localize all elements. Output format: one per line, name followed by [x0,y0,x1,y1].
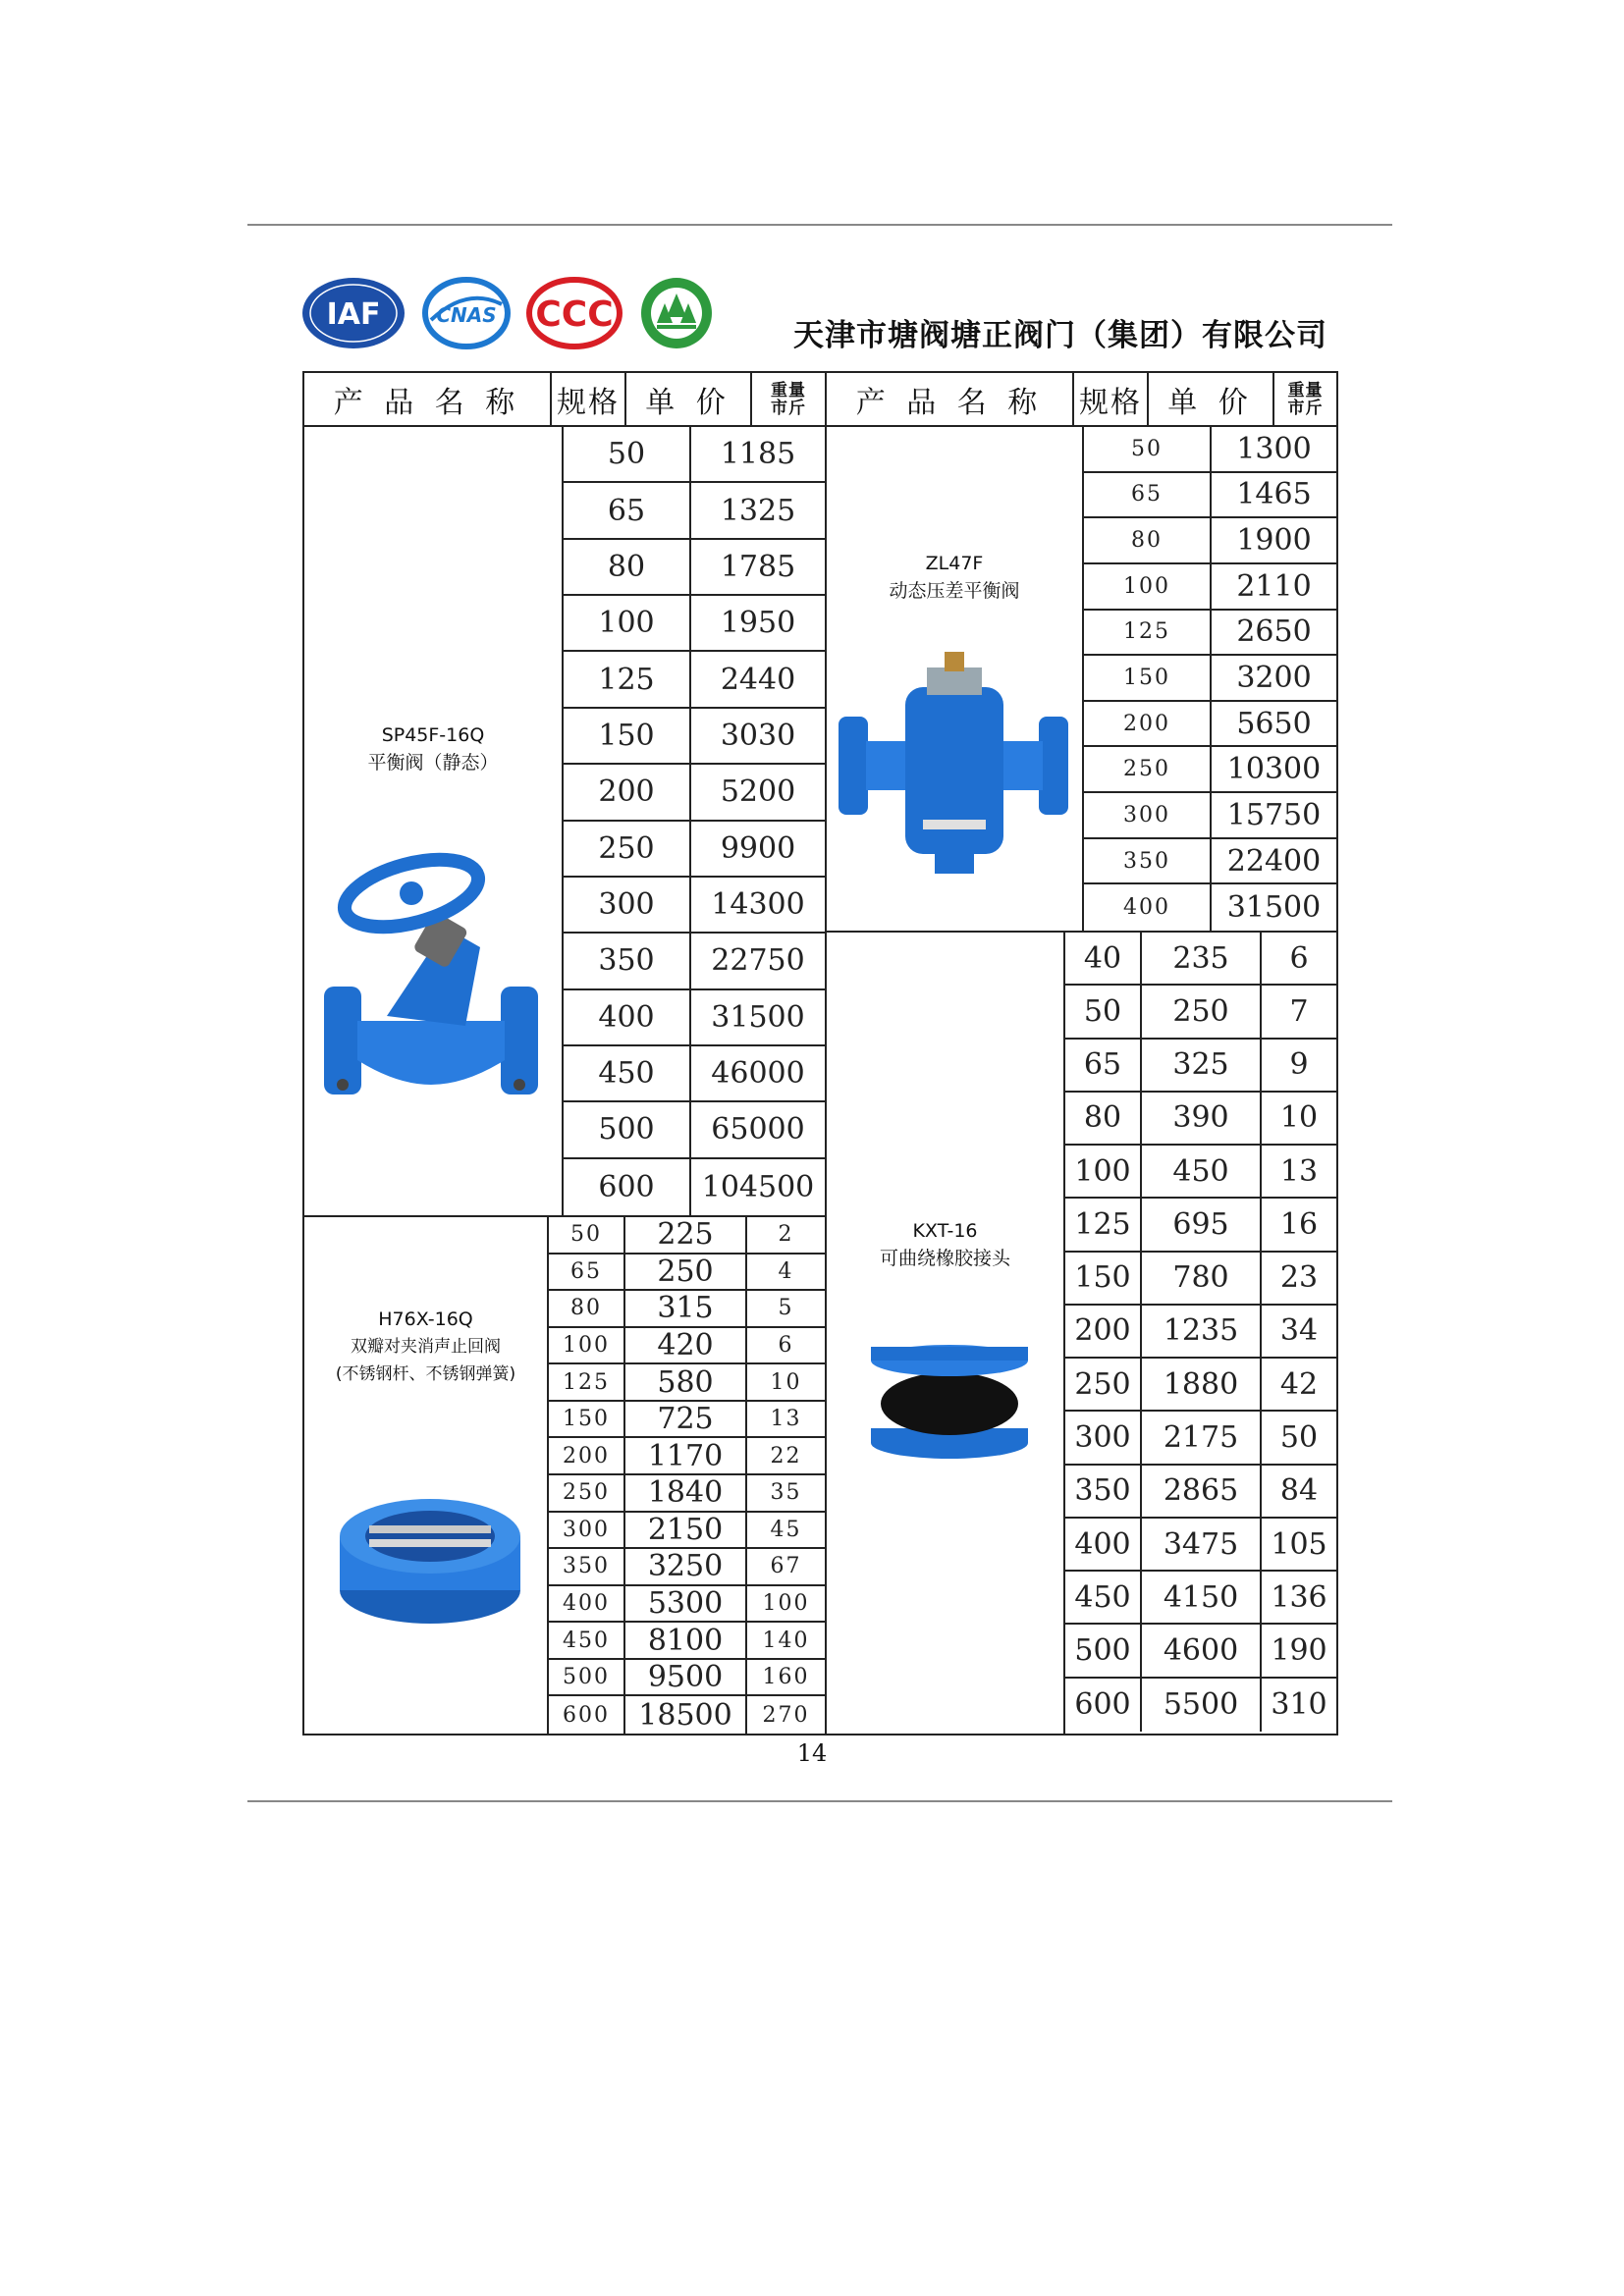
zl47f-price-cell: 22400 [1212,839,1336,885]
rubber-joint-image [866,1335,1033,1463]
zl47f-price-cell: 31500 [1226,890,1322,926]
zl47f-price-cell: 1900 [1212,518,1336,564]
kxt-price-cell: 3475 [1142,1519,1262,1572]
kxt-weight-cell: 50 [1262,1412,1336,1465]
h76x-spec-cell: 500 [549,1660,625,1697]
pressure-valve-image [837,648,1072,883]
h76x-weight-cell: 13 [747,1402,825,1439]
h76x-weight-cell: 140 [747,1623,825,1660]
h76x-price-grid [549,1217,825,1734]
h76x-price-cell: 420 [625,1328,747,1365]
sp45f-price-cell: 1185 [691,427,825,483]
kxt-price-cell: 4600 [1142,1625,1262,1678]
h76x-price-cell: 725 [625,1402,747,1439]
sp45f-price-cell: 14300 [691,878,825,934]
zl47f-spec-cell: 300 [1084,793,1212,839]
zl47f-price-cell: 2110 [1212,564,1336,611]
kxt-weight-cell: 42 [1262,1359,1336,1412]
zl47f-price-cell: 10300 [1212,747,1336,793]
sp45f-spec-cell: 200 [564,765,691,821]
zl47f-model: ZL47F [925,553,984,574]
sp45f-spec-cell: 100 [564,596,691,652]
kxt-weight-cell: 23 [1262,1253,1336,1306]
h76x-weight-cell: 22 [747,1438,825,1475]
h76x-spec-cell: 400 [549,1586,625,1624]
h76x-price-cell: 1170 [625,1438,747,1475]
h76x-spec-cell: 600 [549,1696,625,1734]
kxt-price-cell: 1235 [1142,1306,1262,1359]
kxt-price-cell: 2175 [1142,1412,1262,1465]
iaf-logo [299,275,407,351]
h76x-price-cell: 2150 [625,1513,747,1550]
header-weight-right [1274,373,1336,427]
kxt-weight-cell: 7 [1262,986,1336,1039]
h76x-spec-cell: 200 [549,1438,625,1475]
sp45f-price-cell: 1950 [691,596,825,652]
h76x-price-cell: 9500 [625,1660,747,1697]
sp45f-spec-cell: 400 [564,990,691,1046]
kxt-name-cell [827,933,1065,1734]
kxt-spec-cell: 80 [1065,1093,1142,1146]
h76x-spec-cell: 150 [549,1402,625,1439]
zl47f-price-cell: 3200 [1212,656,1336,702]
h76x-spec-cell: 100 [549,1328,625,1365]
check-valve-image [332,1482,528,1629]
kxt-price-cell: 250 [1142,986,1262,1039]
zl47f-price-cell: 1465 [1212,473,1336,519]
kxt-spec-cell: 50 [1065,986,1142,1039]
certification-logos [299,273,716,353]
zl47f-spec-cell: 150 [1084,656,1212,702]
kxt-spec-cell: 350 [1065,1466,1142,1519]
h76x-price-cell: 3250 [625,1549,747,1586]
header-spec-left: 规格 [552,373,626,427]
header-weight-left-line2: 市斤 [771,398,806,418]
sp45f-desc: 平衡阀（静态） [367,752,499,774]
header-spec-right: 规格 [1074,373,1149,427]
kxt-spec-cell: 250 [1065,1359,1142,1412]
sp45f-name-cell [304,427,564,1215]
price-table [302,371,1338,1735]
h76x-spec-cell: 300 [549,1513,625,1550]
sp45f-price-cell: 65000 [691,1102,825,1158]
zl47f-name-cell [827,427,1084,931]
svg-text:IAF: IAF [326,297,381,332]
kxt-spec-cell: 300 [1065,1412,1142,1465]
h76x-spec-cell: 450 [549,1623,625,1660]
sp45f-spec-cell: 80 [564,540,691,596]
kxt-spec-cell: 400 [1065,1519,1142,1572]
kxt-weight-cell: 84 [1262,1466,1336,1519]
kxt-weight-cell: 9 [1262,1040,1336,1093]
kxt-spec-cell: 450 [1065,1572,1142,1625]
h76x-price-cell: 1840 [625,1475,747,1513]
sp45f-spec-cell: 65 [564,483,691,539]
h76x-name-cell [304,1217,549,1734]
kxt-desc: 可曲绕橡胶接头 [879,1248,1010,1269]
header-product-name-left: 产 品 名 称 [304,373,552,427]
kxt-spec-cell: 500 [1065,1625,1142,1678]
kxt-price-cell: 390 [1142,1093,1262,1146]
zl47f-spec-cell: 65 [1084,473,1212,519]
kxt-price-cell: 1880 [1142,1359,1262,1412]
h76x-weight-cell: 67 [747,1549,825,1586]
sp45f-spec-cell: 250 [564,822,691,878]
h76x-model: H76X-16Q [378,1308,473,1330]
kxt-spec-cell: 125 [1065,1199,1142,1252]
header-price-right: 单 价 [1149,373,1274,427]
h76x-spec-cell: 80 [549,1291,625,1328]
cnas-logo [421,275,512,351]
kxt-spec-cell: 600 [1065,1679,1142,1732]
sp45f-spec-cell: 125 [564,652,691,708]
kxt-price-cell: 325 [1142,1040,1262,1093]
h76x-weight-cell: 160 [747,1660,825,1697]
sp45f-price-cell: 1325 [691,483,825,539]
sp45f-spec-cell: 50 [564,427,691,483]
company-name: 天津市塘阀塘正阀门（集团）有限公司 [793,318,1327,353]
sp45f-price-cell: 9900 [691,822,825,878]
sp45f-spec-cell: 300 [564,878,691,934]
sp45f-price-cell: 46000 [691,1046,825,1102]
header-price-left: 单 价 [626,373,752,427]
h76x-spec-cell: 350 [549,1549,625,1586]
h76x-price-cell: 580 [625,1364,747,1402]
h76x-price-cell: 225 [625,1217,747,1255]
h76x-spec-cell: 50 [549,1217,625,1255]
h76x-weight-cell: 45 [747,1513,825,1550]
kxt-weight-cell: 190 [1262,1625,1336,1678]
h76x-weight-cell: 4 [747,1255,825,1292]
page-number: 14 [796,1739,828,1767]
kxt-spec-cell: 100 [1065,1146,1142,1199]
kxt-price-cell: 450 [1142,1146,1262,1199]
sp45f-price-cell: 2440 [691,652,825,708]
kxt-price-cell: 235 [1142,933,1262,986]
sp45f-price-cell: 3030 [691,709,825,765]
kxt-weight-cell: 310 [1271,1687,1327,1723]
sp45f-spec-cell: 150 [564,709,691,765]
h76x-weight-cell: 6 [747,1328,825,1365]
h76x-weight-cell: 100 [747,1586,825,1624]
header-weight-left [752,373,827,427]
kxt-weight-cell: 13 [1262,1146,1336,1199]
svg-text:CCC: CCC [535,294,614,335]
kxt-weight-cell: 34 [1262,1306,1336,1359]
zl47f-spec-cell: 400 [1084,884,1212,931]
h76x-note: (不锈钢杆、不锈钢弹簧) [335,1364,516,1384]
zl47f-price-cell: 2650 [1212,611,1336,657]
header-product-name-right: 产 品 名 称 [827,373,1074,427]
kxt-price-cell: 4150 [1142,1572,1262,1625]
kxt-model: KXT-16 [912,1220,978,1242]
header-weight-right-line2: 市斤 [1287,398,1324,418]
zl47f-desc: 动态压差平衡阀 [889,580,1020,602]
environmental-logo [637,275,716,351]
zl47f-spec-cell: 350 [1084,839,1212,885]
kxt-price-cell: 695 [1142,1199,1262,1252]
kxt-spec-cell: 150 [1065,1253,1142,1306]
h76x-weight-cell: 35 [747,1475,825,1513]
sp45f-price-grid [564,427,825,1215]
svg-text:CNAS: CNAS [436,303,497,327]
bottom-rule [247,1800,1392,1802]
h76x-weight-cell: 2 [747,1217,825,1255]
zl47f-price-cell: 1300 [1212,427,1336,473]
zl47f-spec-cell: 200 [1084,702,1212,748]
sp45f-price-cell: 31500 [691,990,825,1046]
kxt-spec-cell: 200 [1065,1306,1142,1359]
zl47f-price-cell: 5650 [1212,702,1336,748]
h76x-desc: 双瓣对夹消声止回阀 [351,1337,501,1357]
sp45f-price-cell: 1785 [691,540,825,596]
balance-valve-image [318,849,544,1114]
kxt-spec-cell: 65 [1065,1040,1142,1093]
sp45f-price-cell: 5200 [691,765,825,821]
kxt-weight-cell: 10 [1262,1093,1336,1146]
top-rule [247,224,1392,226]
sp45f-spec-cell: 350 [564,934,691,989]
zl47f-spec-cell: 80 [1084,518,1212,564]
h76x-weight-cell: 270 [762,1702,810,1728]
product-h76x [304,1217,825,1734]
h76x-price-cell: 18500 [625,1696,747,1734]
zl47f-spec-cell: 50 [1084,427,1212,473]
kxt-spec-cell: 40 [1065,933,1142,986]
zl47f-spec-cell: 100 [1084,564,1212,611]
h76x-price-cell: 8100 [625,1623,747,1660]
product-kxt [825,933,1336,1734]
h76x-spec-cell: 125 [549,1364,625,1402]
product-sp45f [304,427,825,1217]
zl47f-spec-cell: 125 [1084,611,1212,657]
h76x-price-cell: 315 [625,1291,747,1328]
ccc-logo [525,275,623,351]
kxt-price-cell: 780 [1142,1253,1262,1306]
product-zl47f [825,427,1336,933]
h76x-spec-cell: 250 [549,1475,625,1513]
zl47f-price-grid [1084,427,1336,931]
h76x-price-cell: 5300 [625,1586,747,1624]
kxt-price-cell: 5500 [1142,1679,1262,1732]
sp45f-spec-cell: 450 [564,1046,691,1102]
kxt-weight-cell: 6 [1262,933,1336,986]
kxt-weight-cell: 16 [1262,1199,1336,1252]
sp45f-model: SP45F-16Q [381,724,485,746]
kxt-price-grid [1065,933,1336,1732]
zl47f-spec-cell: 250 [1084,747,1212,793]
h76x-spec-cell: 65 [549,1255,625,1292]
sp45f-price-cell: 104500 [701,1169,815,1204]
sp45f-price-cell: 22750 [691,934,825,989]
h76x-weight-cell: 10 [747,1364,825,1402]
zl47f-price-cell: 15750 [1212,793,1336,839]
header-weight-left-line1: 重量 [771,380,806,400]
h76x-price-cell: 250 [625,1255,747,1292]
h76x-weight-cell: 5 [747,1291,825,1328]
kxt-price-cell: 2865 [1142,1466,1262,1519]
kxt-weight-cell: 105 [1262,1519,1336,1572]
sp45f-spec-cell: 500 [564,1102,691,1158]
kxt-weight-cell: 136 [1262,1572,1336,1625]
sp45f-spec-cell: 600 [564,1159,691,1215]
header-weight-right-line1: 重量 [1287,380,1324,400]
